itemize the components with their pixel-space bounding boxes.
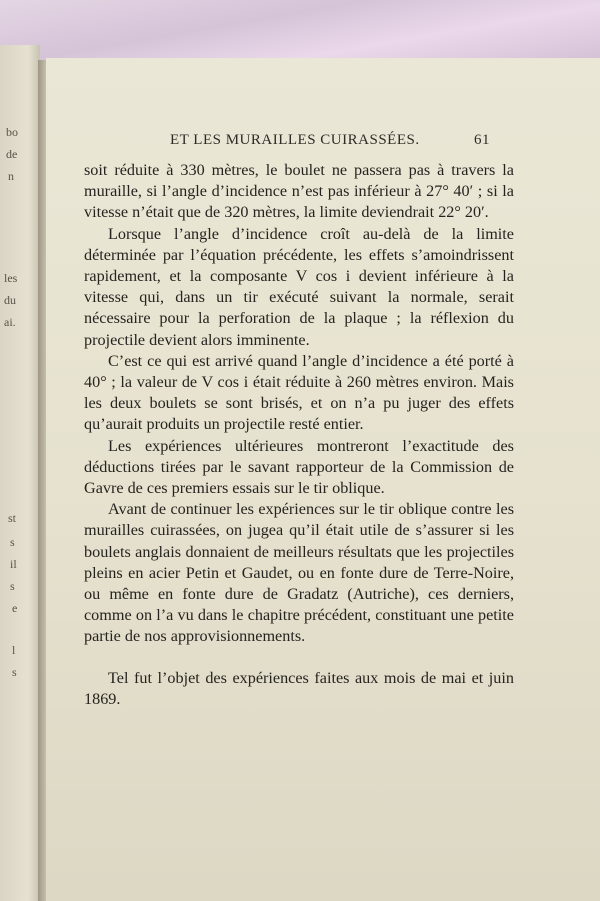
margin-fragment: s — [10, 535, 15, 549]
margin-fragment: st — [8, 511, 17, 525]
paragraph: Avant de continuer les expériences sur le tir oblique contre les murailles cuirassées, on jugea qu’il était utile de s’assurer si les boulets anglais donnaient de meilleurs résultats que les projectiles pleins en acier Petin et Gaudet, ou en fonte dure de Terre-Noire, ou même en fonte dure de Gradatz (Autriche), ces derniers, comme on l’a vu dans le chapitre précédent, constituant une petite partie de nos approvisionnements. — [84, 500, 514, 646]
body-text — [84, 160, 514, 710]
margin-fragment: ai. — [4, 315, 16, 329]
margin-fragment: s — [12, 665, 17, 679]
margin-fragment: de — [6, 147, 18, 161]
margin-fragment: bo — [6, 125, 18, 139]
margin-fragment: n — [8, 169, 14, 183]
margin-fragment: les — [4, 271, 18, 285]
left-page-edge — [0, 45, 40, 901]
margin-fragment: l — [12, 643, 16, 657]
page-number: 61 — [474, 132, 490, 148]
page-header — [170, 132, 510, 152]
paragraph: C’est ce qui est arrivé quand l’angle d’incidence a été porté à 40° ; la valeur de V cos i était réduite à 260 mètres environ. Mais les deux boulets se sont brisés, et on n’a pu juger des effets qu’aurait produits un projectile resté entier. — [84, 351, 514, 434]
margin-fragment: il — [10, 557, 17, 571]
closing-paragraph: Tel fut l’objet des expériences faites aux mois de mai et juin 1869. — [84, 668, 514, 708]
margin-fragment: e — [12, 601, 18, 615]
margin-fragment: du — [4, 293, 16, 307]
paragraph-continued: soit réduite à 330 mètres, le boulet ne passera pas à travers la muraille, si l’angle d’incidence n’est pas inférieur à 27° 40′ ; si la vitesse n’était que de 320 mètres, la limite deviendrait 22° 20′. — [84, 161, 514, 222]
paragraph: Lorsque l’angle d’incidence croît au-delà de la limite déterminée par l’équation précédente, les effets s’amoindrissent rapidement, et la composante V cos i devient inférieure à la vitesse qui, dans un tir exécuté suivant la normale, serait nécessaire pour la perforation de la plaque ; la réflexion du projectile devient alors imminente. — [84, 224, 514, 349]
running-head: ET LES MURAILLES CUIRASSÉES. — [170, 132, 420, 148]
paragraph: Les expériences ultérieures montreront l’exactitude des déductions tirées par le savant rapporteur de la Commission de Gavre de ces premiers essais sur le tir oblique. — [84, 436, 514, 498]
margin-fragment: s — [10, 579, 15, 593]
